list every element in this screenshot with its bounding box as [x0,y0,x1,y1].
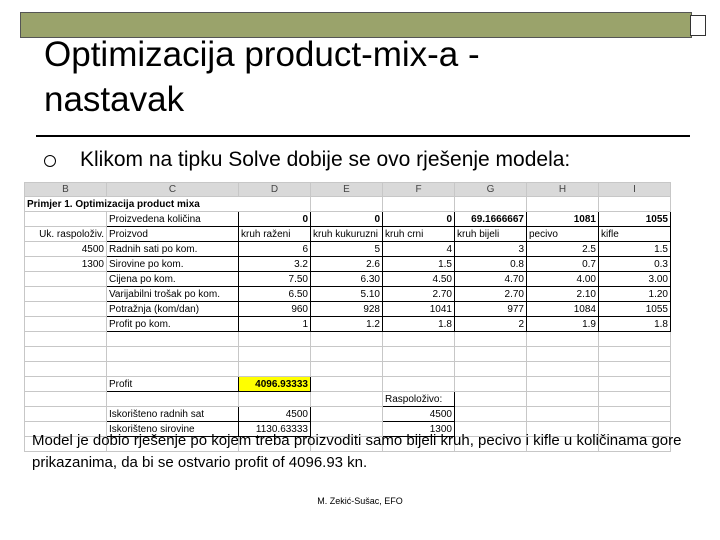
col-header[interactable]: F [383,183,455,197]
table-row [25,212,671,227]
col-header[interactable]: I [599,183,671,197]
cell[interactable]: 7.50 [239,272,311,287]
cell[interactable]: 1300 [25,257,107,272]
cell[interactable]: Uk. raspoloživ. [25,227,107,242]
table-row [25,347,671,362]
cell[interactable] [25,317,107,332]
cell[interactable]: 928 [311,302,383,317]
table-row [25,272,671,287]
example-title-cell[interactable]: Primjer 1. Optimizacija product mixa [25,197,311,212]
cell[interactable]: 2.6 [311,257,383,272]
cell[interactable]: 1.5 [383,257,455,272]
cell[interactable]: 3.00 [599,272,671,287]
cell[interactable]: 1041 [383,302,455,317]
cell[interactable]: Profit po kom. [107,317,239,332]
cell[interactable]: 0.3 [599,257,671,272]
cell[interactable]: pecivo [527,227,599,242]
table-row [25,362,671,377]
cell[interactable]: 1130.63333 [239,422,311,437]
cell[interactable]: 1084 [527,302,599,317]
cell[interactable]: 1.8 [599,317,671,332]
col-header[interactable]: H [527,183,599,197]
col-header[interactable]: B [25,183,107,197]
table-row [25,317,671,332]
title-divider [36,135,690,137]
cell[interactable]: 1.8 [383,317,455,332]
table-row [25,227,671,242]
cell[interactable]: kruh kukuruzni [311,227,383,242]
cell[interactable]: 1055 [599,212,671,227]
table-row [25,302,671,317]
cell[interactable]: 2.70 [455,287,527,302]
cell[interactable]: 4500 [25,242,107,257]
table-row [25,392,671,407]
bullet-text: Klikom na tipku Solve dobije se ovo rješenje modela: [80,148,571,171]
cell[interactable]: 3.2 [239,257,311,272]
profit-value-cell[interactable]: 4096.93333 [239,377,311,392]
cell[interactable]: kruh bijeli [455,227,527,242]
profit-label-cell[interactable]: Profit [107,377,239,392]
cell[interactable]: Proizvod [107,227,239,242]
cell[interactable]: Radnih sati po kom. [107,242,239,257]
table-row [25,287,671,302]
table-row [25,332,671,347]
cell[interactable]: 5.10 [311,287,383,302]
cell[interactable]: 0 [311,212,383,227]
cell[interactable]: Cijena po kom. [107,272,239,287]
table-row [25,242,671,257]
cell[interactable] [25,272,107,287]
cell[interactable]: 5 [311,242,383,257]
cell[interactable]: 1 [239,317,311,332]
table-row [25,197,671,212]
cell[interactable]: Varijabilni trošak po kom. [107,287,239,302]
cell[interactable]: 1055 [599,302,671,317]
cell[interactable]: 6.50 [239,287,311,302]
cell[interactable]: 6 [239,242,311,257]
cell[interactable]: 4 [383,242,455,257]
cell[interactable]: Potražnja (kom/dan) [107,302,239,317]
cell[interactable]: kruh crni [383,227,455,242]
cell[interactable]: kruh raženi [239,227,311,242]
cell[interactable]: Sirovine po kom. [107,257,239,272]
slide-title [44,32,684,122]
cell[interactable]: 1.9 [527,317,599,332]
cell[interactable]: kifle [599,227,671,242]
cell[interactable]: 2.5 [527,242,599,257]
cell[interactable]: 6.30 [311,272,383,287]
cell[interactable]: 0 [383,212,455,227]
cell[interactable] [25,287,107,302]
table-row [25,407,671,422]
bullet-circle-icon [44,155,56,167]
slide-corner-box [690,15,706,36]
cell[interactable] [25,212,107,227]
cell[interactable]: 977 [455,302,527,317]
cell[interactable]: 0 [239,212,311,227]
spreadsheet-table [24,182,671,452]
cell[interactable]: Proizvedena količina [107,212,239,227]
cell[interactable]: 1.20 [599,287,671,302]
column-header-row [25,183,671,197]
cell[interactable]: 2 [455,317,527,332]
cell[interactable]: 1300 [383,422,455,437]
cell[interactable]: 960 [239,302,311,317]
col-header[interactable]: E [311,183,383,197]
cell[interactable]: 4.50 [383,272,455,287]
slide-footer: M. Zekić-Sušac, EFO [317,496,403,506]
cell[interactable] [25,302,107,317]
slide-title-line1: Optimizacija product-mix-a - [44,35,480,74]
cell[interactable]: 4500 [383,407,455,422]
cell[interactable]: 0.7 [527,257,599,272]
slide-title-line2: nastavak [44,80,185,119]
cell[interactable]: 2.70 [383,287,455,302]
spreadsheet-screenshot [24,182,686,435]
cell[interactable]: 69.1666667 [455,212,527,227]
cell[interactable]: 1081 [527,212,599,227]
cell[interactable]: 0.8 [455,257,527,272]
cell[interactable]: 2.10 [527,287,599,302]
table-row [25,377,671,392]
col-header[interactable]: D [239,183,311,197]
cell[interactable]: 4.70 [455,272,527,287]
conclusion-text: Model je dobio rješenje po kojem treba proizvoditi samo bijeli kruh, pecivo i kifle u količinama gore prikazanima, da bi se ostvario profit of 4096.93 kn. [32,432,682,471]
cell[interactable]: 1.5 [599,242,671,257]
col-header[interactable]: C [107,183,239,197]
table-row [25,257,671,272]
cell[interactable]: 1.2 [311,317,383,332]
cell[interactable]: 3 [455,242,527,257]
cell[interactable]: 4.00 [527,272,599,287]
col-header[interactable]: G [455,183,527,197]
raspolozivo-label-cell[interactable]: Raspoloživo: [383,392,455,407]
cell[interactable]: 4500 [239,407,311,422]
cell[interactable]: Iskorišteno sirovine [107,422,239,437]
cell[interactable]: Iskorišteno radnih sat [107,407,239,422]
